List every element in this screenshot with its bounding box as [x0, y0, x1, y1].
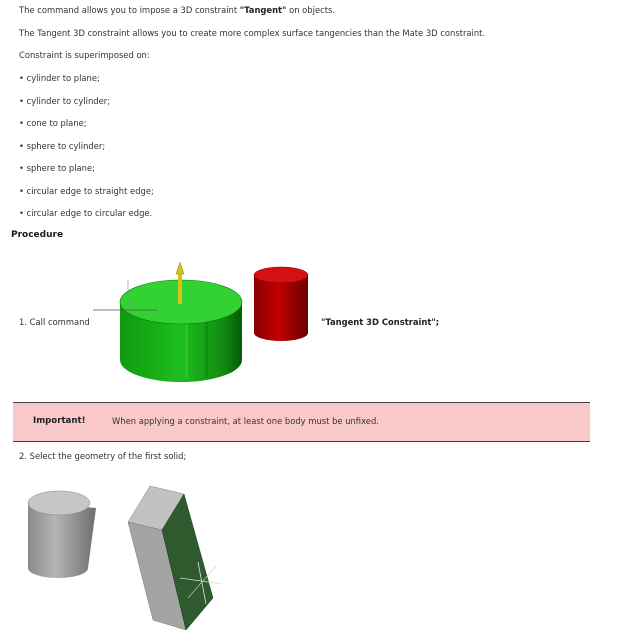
bullet-item: • circular edge to straight edge;	[19, 186, 154, 196]
intro-line-2: The Tangent 3D constraint allows you to create more complex surface tangencies than the Mate 3D constraint.	[19, 28, 486, 38]
grey-cylinder-top	[28, 491, 90, 515]
direction-arrow-shaft	[178, 274, 182, 304]
step-1-label: 1. Call command	[19, 317, 90, 327]
important-message: When applying a constraint, at least one body must be unfixed.	[112, 416, 379, 426]
important-notice	[13, 402, 590, 442]
red-cylinder-top	[254, 267, 308, 283]
intro-line-1	[19, 5, 335, 16]
important-label: Important!	[33, 416, 86, 426]
bullet-item: • cone to plane;	[19, 118, 87, 128]
tangent-keyword: "Tangent"	[239, 5, 287, 15]
intro-line-3: Constraint is superimposed on:	[19, 50, 150, 60]
intro-line-1-end: on objects.	[286, 5, 336, 15]
bullet-item: • cylinder to plane;	[19, 73, 100, 83]
red-cylinder-side	[254, 275, 308, 341]
bullet-item: • cylinder to cylinder;	[19, 96, 111, 106]
figure-green-red-cylinders	[85, 255, 325, 390]
intro-line-1-text: The command allows you to impose a 3D constraint	[19, 5, 240, 15]
step-2-label: 2. Select the geometry of the first solid;	[19, 451, 187, 461]
direction-arrow-icon	[176, 262, 184, 274]
figure-grey-solids	[20, 480, 235, 635]
bullet-item: • sphere to cylinder;	[19, 141, 106, 151]
step-1-command: "Tangent 3D Constraint";	[321, 317, 440, 327]
bullet-item: • sphere to plane;	[19, 163, 95, 173]
procedure-heading: Procedure	[11, 230, 64, 240]
bullet-item: • circular edge to circular edge.	[19, 208, 153, 218]
